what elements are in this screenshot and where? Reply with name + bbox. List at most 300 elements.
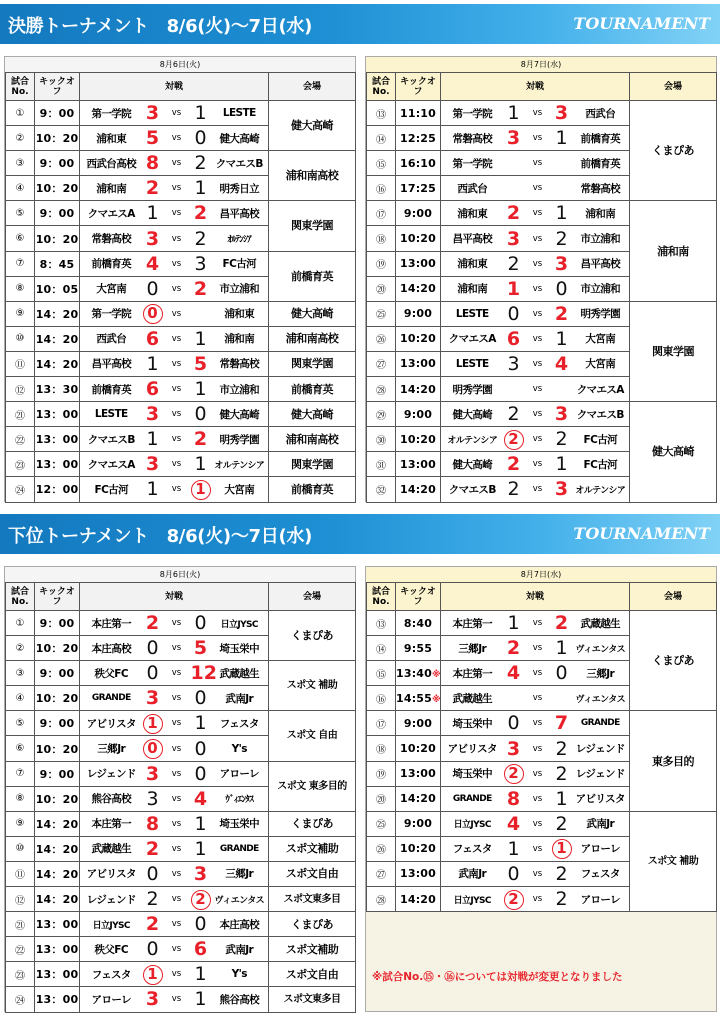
table-row [6, 301, 356, 326]
kickoff-value: 13:00 [399, 257, 436, 271]
panel-date: 8月7日(水) [366, 57, 716, 72]
score-away: 2 [552, 761, 572, 786]
score-home: 0 [504, 861, 524, 886]
venue-cell: 健大高崎 [269, 301, 356, 326]
vs-label: vs [524, 836, 552, 861]
vs-label: vs [163, 201, 191, 226]
kickoff-time [396, 661, 441, 686]
kickoff-value: 9:00 [403, 206, 433, 220]
table-row [367, 201, 717, 226]
venue-cell: スポ文 東多目的 [269, 761, 356, 811]
score-away: 7 [552, 711, 572, 736]
match-no: ⑨ [6, 811, 35, 836]
score-circle: 1 [191, 480, 211, 500]
kickoff-value: 17:25 [399, 181, 436, 195]
score-away: 2 [552, 887, 572, 912]
team-home: 武蔵越生 [80, 836, 143, 861]
venue-cell: 東多目的 [630, 711, 717, 811]
score-away: 1 [191, 101, 211, 126]
team-home: 浦和南 [80, 176, 143, 201]
match-no: ㉛ [367, 452, 396, 477]
score-home: 2 [504, 201, 524, 226]
col-header-venue: 会場 [630, 73, 717, 101]
col-header-kickoff: キックオフ [35, 73, 80, 101]
match-no: ㉓ [6, 962, 35, 987]
vs-label: vs [524, 887, 552, 912]
kickoff-time [35, 937, 80, 962]
match-no: ⑩ [6, 326, 35, 351]
kickoff-value: 10:20 [399, 232, 436, 246]
score-away: 1 [552, 126, 572, 151]
score-home: 0 [143, 861, 163, 886]
team-home: 武南Jr [441, 861, 504, 886]
venue-cell: 浦和南高校 [269, 326, 356, 351]
team-away: 武蔵越生 [572, 611, 630, 636]
table-row [6, 151, 356, 176]
kickoff-value: 9:55 [403, 641, 433, 655]
score-away: 4 [191, 786, 211, 811]
score-away: 0 [191, 736, 211, 761]
team-away: GRANDE [572, 711, 630, 736]
vs-label: vs [163, 811, 191, 836]
match-table [5, 582, 356, 1013]
panel-date: 8月6日(火) [5, 567, 355, 582]
team-home: 第一学院 [441, 151, 504, 176]
team-home: フェスタ [80, 962, 143, 987]
score-home: 2 [504, 452, 524, 477]
score-home [504, 427, 524, 452]
vs-label: vs [163, 611, 191, 636]
kickoff-time [35, 226, 80, 251]
table-row [6, 477, 356, 502]
match-no: ㉒ [6, 937, 35, 962]
team-away: レジェンド [572, 761, 630, 786]
score-away: 1 [191, 962, 211, 987]
team-home: レジェンド [80, 887, 143, 912]
kickoff-value: 16:10 [399, 156, 436, 170]
kickoff-time [35, 761, 80, 786]
score-away: 2 [191, 151, 211, 176]
venue-cell: 浦和南高校 [269, 151, 356, 201]
venue-cell: スポ文自由 [269, 861, 356, 886]
team-home: レジェンド [80, 761, 143, 786]
score-home: 0 [143, 661, 163, 686]
team-away: LESTE [211, 101, 269, 126]
table-header-row [367, 73, 717, 101]
match-no: ④ [6, 686, 35, 711]
kickoff-value: 14：20 [35, 332, 79, 346]
team-away: 日立JYSC [211, 611, 269, 636]
kickoff-value: 13:00 [399, 767, 436, 781]
team-away: 西武台 [572, 101, 630, 126]
kickoff-value: 12：00 [35, 483, 79, 497]
team-home: 三郷Jr [80, 736, 143, 761]
team-away: ヴィエンタス [572, 686, 630, 711]
score-home: 1 [504, 611, 524, 636]
match-no: ⑱ [367, 226, 396, 251]
match-no: ⑥ [6, 736, 35, 761]
schedule-panel-day1 [4, 566, 356, 1012]
table-row [6, 351, 356, 376]
kickoff-time [396, 452, 441, 477]
team-home: 第一学院 [80, 301, 143, 326]
score-home [504, 176, 524, 201]
kickoff-value: 14:55 [396, 691, 433, 705]
team-home: 武蔵越生 [441, 686, 504, 711]
kickoff-time [35, 126, 80, 151]
kickoff-time [396, 176, 441, 201]
score-away: 2 [191, 276, 211, 301]
kickoff-time [35, 887, 80, 912]
kickoff-value: 9:00 [403, 407, 433, 421]
team-away: レジェンド [572, 736, 630, 761]
team-home: 明秀学園 [441, 377, 504, 402]
vs-label: vs [524, 126, 552, 151]
kickoff-time [396, 786, 441, 811]
score-away: 0 [191, 761, 211, 786]
kickoff-value: 9：00 [39, 617, 75, 631]
score-away [552, 377, 572, 402]
score-home: 8 [504, 786, 524, 811]
score-away: 2 [552, 811, 572, 836]
kickoff-value: 14：20 [35, 357, 79, 371]
score-away [191, 301, 211, 326]
change-note: ※試合No.⑮・⑯については対戦が変更となりました [372, 971, 623, 983]
score-away: 2 [552, 427, 572, 452]
venue-cell: スポ文補助 [269, 937, 356, 962]
score-home: 8 [143, 151, 163, 176]
col-header-no: 試合No. [6, 73, 35, 101]
table-row [367, 811, 717, 836]
team-home: 第一学院 [441, 101, 504, 126]
score-away: 0 [191, 126, 211, 151]
vs-label: vs [524, 711, 552, 736]
match-no: ⑪ [6, 351, 35, 376]
score-away: 1 [191, 377, 211, 402]
score-away: 0 [191, 402, 211, 427]
match-no: ⑳ [367, 276, 396, 301]
match-no: ㉖ [367, 326, 396, 351]
score-home: 1 [143, 477, 163, 502]
match-no: ㉚ [367, 427, 396, 452]
team-home: 埼玉栄中 [441, 761, 504, 786]
vs-label: vs [163, 887, 191, 912]
table-row [367, 402, 717, 427]
score-home: 3 [143, 987, 163, 1012]
kickoff-value: 11:10 [399, 106, 436, 120]
team-home: 第一学院 [80, 101, 143, 126]
score-home: 1 [143, 201, 163, 226]
match-no: ㉕ [367, 811, 396, 836]
score-home: 1 [143, 351, 163, 376]
panel-date: 8月6日(火) [5, 57, 355, 72]
kickoff-time [396, 301, 441, 326]
venue-cell: スポ文自由 [269, 962, 356, 987]
team-away: 昌平高校 [572, 251, 630, 276]
vs-label: vs [524, 861, 552, 886]
match-no: ⑬ [367, 611, 396, 636]
venue-cell: スポ文補助 [269, 836, 356, 861]
col-header-match: 対戦 [441, 583, 630, 611]
venue-cell: 前橋育英 [269, 377, 356, 402]
vs-label: vs [163, 176, 191, 201]
panel-date: 8月7日(水) [366, 567, 716, 582]
kickoff-time [396, 811, 441, 836]
team-away: FC古河 [211, 251, 269, 276]
vs-label: vs [163, 151, 191, 176]
kickoff-time [396, 636, 441, 661]
table-row [6, 661, 356, 686]
kickoff-time [35, 251, 80, 276]
vs-label: vs [163, 377, 191, 402]
kickoff-value: 14：20 [35, 893, 79, 907]
score-home: 1 [504, 276, 524, 301]
kickoff-time [396, 861, 441, 886]
venue-cell: くまぴあ [269, 611, 356, 661]
match-no: ⑮ [367, 151, 396, 176]
team-away: FC古河 [572, 427, 630, 452]
kickoff-time [35, 477, 80, 502]
team-away: 埼玉栄中 [211, 636, 269, 661]
vs-label: vs [163, 912, 191, 937]
score-home: 2 [143, 887, 163, 912]
score-away: 1 [191, 326, 211, 351]
venue-cell: くまぴあ [269, 912, 356, 937]
score-away: 2 [552, 226, 572, 251]
team-home: 秩父FC [80, 937, 143, 962]
kickoff-value: 13：00 [35, 943, 79, 957]
kickoff-time [396, 711, 441, 736]
kickoff-value: 13：00 [35, 458, 79, 472]
kickoff-value: 10:20 [399, 842, 436, 856]
table-row [6, 887, 356, 912]
score-home: 2 [504, 636, 524, 661]
kickoff-value: 14：20 [35, 842, 79, 856]
table-header-row [6, 583, 356, 611]
schedule-panel-day2 [365, 56, 717, 502]
score-home: 3 [504, 226, 524, 251]
score-home: 2 [143, 836, 163, 861]
score-away: 4 [552, 351, 572, 376]
col-header-match: 対戦 [441, 73, 630, 101]
team-away: 大宮南 [572, 351, 630, 376]
schedule-panel-day1 [4, 56, 356, 502]
match-no: ⑭ [367, 126, 396, 151]
match-no: ⑱ [367, 736, 396, 761]
table-row [367, 101, 717, 126]
kickoff-time [396, 761, 441, 786]
match-no: ⑯ [367, 686, 396, 711]
score-circle: 1 [143, 714, 163, 734]
team-home: 秩父FC [80, 661, 143, 686]
vs-label: vs [524, 686, 552, 711]
vs-label: vs [524, 101, 552, 126]
score-home: 2 [504, 402, 524, 427]
vs-label: vs [524, 811, 552, 836]
team-home: GRANDE [80, 686, 143, 711]
kickoff-time [396, 151, 441, 176]
match-no: ⑰ [367, 711, 396, 736]
vs-label: vs [524, 477, 552, 502]
venue-cell: スポ文 補助 [269, 661, 356, 711]
vs-label: vs [163, 962, 191, 987]
match-no: ㉒ [6, 427, 35, 452]
match-no: ⑤ [6, 201, 35, 226]
table-row [367, 301, 717, 326]
kickoff-time [35, 151, 80, 176]
match-no: ⑪ [6, 861, 35, 886]
venue-cell: 関東学園 [630, 301, 717, 401]
score-away: 1 [191, 711, 211, 736]
match-no: ⑳ [367, 786, 396, 811]
team-away: オルテンシア [572, 477, 630, 502]
team-away: オルテンシア [211, 452, 269, 477]
team-away: 浦和南 [572, 201, 630, 226]
kickoff-value: 14:20 [399, 892, 436, 906]
kickoff-value: 14:20 [399, 382, 436, 396]
score-away: 5 [191, 351, 211, 376]
vs-label: vs [163, 452, 191, 477]
team-away: 三郷Jr [572, 661, 630, 686]
team-away: 武南Jr [211, 686, 269, 711]
kickoff-value: 8：45 [39, 257, 75, 271]
venue-cell: 前橋育英 [269, 477, 356, 502]
col-header-kickoff: キックオフ [396, 73, 441, 101]
vs-label: vs [524, 176, 552, 201]
venue-cell: 健大高崎 [630, 402, 717, 502]
score-away: 2 [191, 201, 211, 226]
score-home [504, 377, 524, 402]
score-away: 1 [191, 452, 211, 477]
kickoff-time [396, 402, 441, 427]
team-away: FC古河 [572, 452, 630, 477]
kickoff-time [396, 736, 441, 761]
score-away: 3 [552, 402, 572, 427]
table-row [6, 761, 356, 786]
score-home [504, 761, 524, 786]
match-no: ③ [6, 661, 35, 686]
vs-label: vs [163, 987, 191, 1012]
team-away: 昌平高校 [211, 201, 269, 226]
kickoff-time [35, 912, 80, 937]
team-home: 健大高崎 [441, 402, 504, 427]
score-away: 0 [191, 611, 211, 636]
kickoff-value: 9:00 [403, 716, 433, 730]
team-away: 明秀学園 [211, 427, 269, 452]
score-home [143, 962, 163, 987]
vs-label: vs [163, 301, 191, 326]
vs-label: vs [163, 861, 191, 886]
col-header-no: 試合No. [367, 583, 396, 611]
kickoff-time [35, 686, 80, 711]
kickoff-value: 10：20 [35, 692, 79, 706]
vs-label: vs [163, 402, 191, 427]
score-home [504, 151, 524, 176]
team-home: クマエスA [441, 326, 504, 351]
team-home: 本庄第一 [80, 611, 143, 636]
score-home: 2 [504, 477, 524, 502]
vs-label: vs [524, 301, 552, 326]
score-home: 3 [143, 761, 163, 786]
team-home: 本庄第一 [441, 661, 504, 686]
score-away: 3 [552, 251, 572, 276]
vs-label: vs [524, 611, 552, 636]
team-home: 日立JYSC [80, 912, 143, 937]
kickoff-value: 10：05 [35, 282, 79, 296]
kickoff-time [35, 611, 80, 636]
team-away: クマエスB [572, 402, 630, 427]
vs-label: vs [524, 761, 552, 786]
kickoff-value: 13：30 [35, 383, 79, 397]
venue-cell: 浦和南 [630, 201, 717, 301]
score-away: 2 [552, 736, 572, 761]
team-home: 浦和東 [441, 201, 504, 226]
match-no: ⑧ [6, 786, 35, 811]
team-away: 市立浦和 [211, 377, 269, 402]
kickoff-value: 14:20 [399, 282, 436, 296]
kickoff-value: 9：00 [39, 717, 75, 731]
team-home: アビリスタ [80, 861, 143, 886]
team-away: 大宮南 [572, 326, 630, 351]
match-no: ㉓ [6, 452, 35, 477]
kickoff-time [396, 201, 441, 226]
kickoff-value: 13：00 [35, 918, 79, 932]
team-home: 昌平高校 [441, 226, 504, 251]
vs-label: vs [163, 636, 191, 661]
score-away: 5 [191, 636, 211, 661]
match-no: ⑥ [6, 226, 35, 251]
kickoff-time [396, 477, 441, 502]
team-home: 熊谷高校 [80, 786, 143, 811]
score-circle: 1 [552, 839, 572, 859]
score-home: 2 [504, 251, 524, 276]
team-home: 大宮南 [80, 276, 143, 301]
score-home: 1 [504, 101, 524, 126]
score-home: 2 [143, 912, 163, 937]
score-away [552, 176, 572, 201]
match-no: ⑤ [6, 711, 35, 736]
team-home: 日立JYSC [441, 887, 504, 912]
score-circle: 2 [504, 890, 524, 910]
score-away: 2 [191, 226, 211, 251]
score-away [191, 477, 211, 502]
kickoff-time [35, 351, 80, 376]
kickoff-time [35, 987, 80, 1012]
vs-label: vs [524, 351, 552, 376]
score-away [552, 836, 572, 861]
team-away: クマエスA [572, 377, 630, 402]
table-row [6, 377, 356, 402]
vs-label: vs [163, 711, 191, 736]
match-no: ㉘ [367, 887, 396, 912]
team-away: ｳﾞｨｴﾝﾀｽ [211, 786, 269, 811]
team-home: 健大高崎 [441, 452, 504, 477]
score-home: 0 [143, 276, 163, 301]
team-away: Y's [211, 962, 269, 987]
score-home: 5 [143, 126, 163, 151]
kickoff-time [396, 836, 441, 861]
team-away: 市立浦和 [572, 276, 630, 301]
table-header-row [6, 73, 356, 101]
team-away: ヴィエンタス [572, 636, 630, 661]
kickoff-time [396, 887, 441, 912]
match-no: ⑦ [6, 251, 35, 276]
score-home: 4 [143, 251, 163, 276]
score-home: 2 [143, 176, 163, 201]
team-away: クマエスB [211, 151, 269, 176]
score-away: 0 [191, 912, 211, 937]
kickoff-value: 10：20 [35, 232, 79, 246]
